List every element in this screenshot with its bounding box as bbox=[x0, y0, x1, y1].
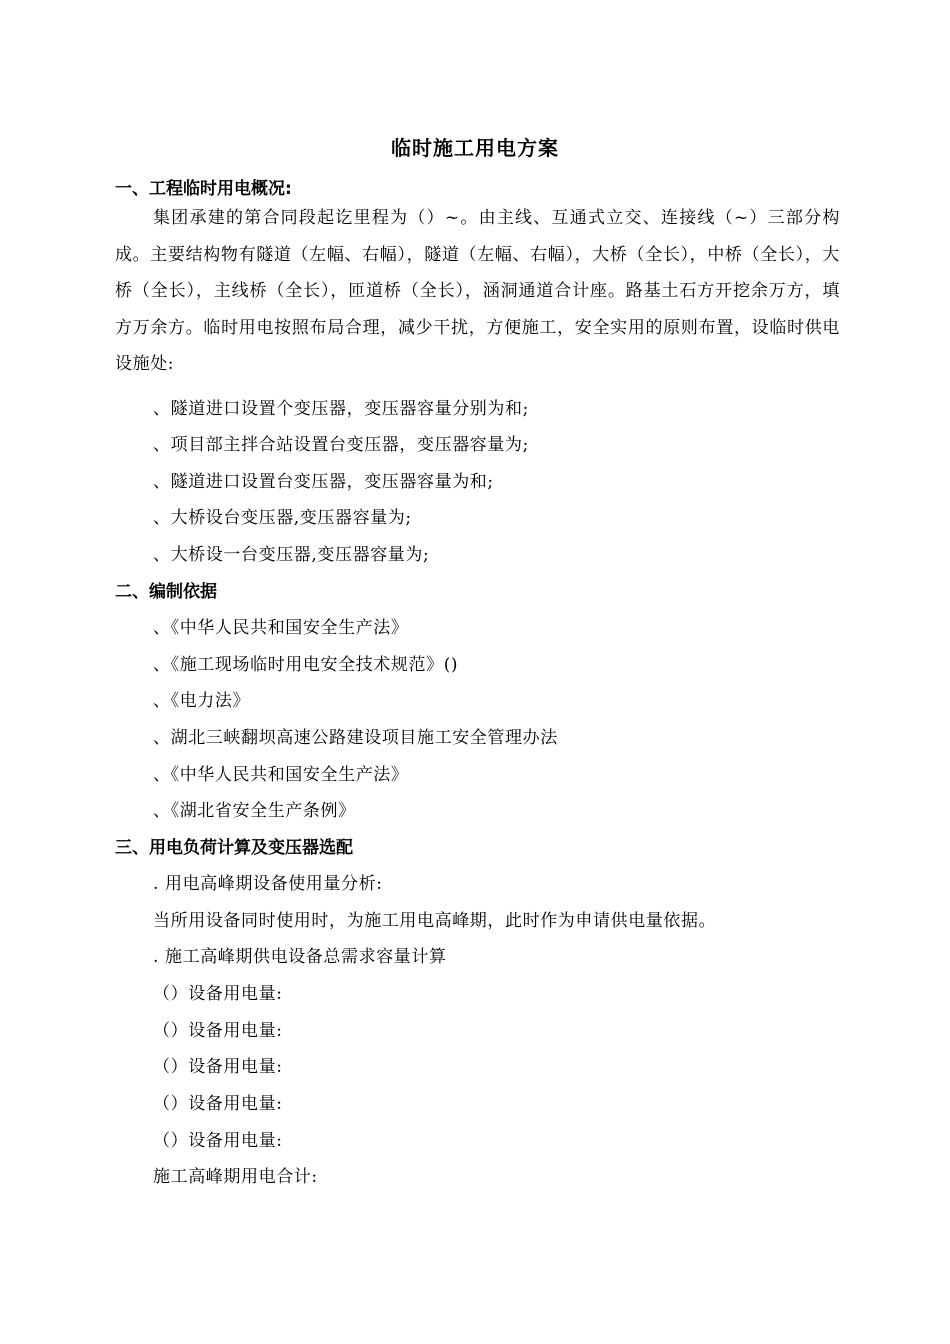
list-item: （）设备用电量: bbox=[153, 984, 283, 1004]
section-heading-overview: 一、工程临时用电概况: bbox=[115, 179, 292, 199]
section-paragraph-overview: 集团承建的第合同段起讫里程为（）~。由主线、互通式立交、连接线（~）三部分构成。主要结构物有隧道（左幅、右幅），隧道（左幅、右幅），大桥（全长），中桥（全长），大桥（全长），主线桥（全长），匝道桥（全长），涵洞通道合计座。路基土石方开挖余万方，填方万余方。临时用电按照布局合理，减少干扰，方便施工，安全实用的原则布置，设临时供电设施处: bbox=[115, 208, 840, 375]
list-item: 、隧道进口设置台变压器，变压器容量为和; bbox=[153, 472, 494, 492]
list-item: 、大桥设一台变压器,变压器容量为; bbox=[153, 545, 430, 565]
list-item: 当所用设备同时使用时，为施工用电高峰期，此时作为申请供电量依据。 bbox=[153, 911, 717, 931]
list-item: （）设备用电量: bbox=[153, 1131, 283, 1151]
list-item: （）设备用电量: bbox=[153, 1094, 283, 1114]
list-item: 、《施工现场临时用电安全技术规范》() bbox=[153, 655, 459, 675]
list-item: 、湖北三峡翻坝高速公路建设项目施工安全管理办法 bbox=[153, 728, 558, 748]
section-heading-basis: 二、编制依据 bbox=[115, 582, 217, 602]
list-item: 、《电力法》 bbox=[153, 691, 251, 711]
document-title: 临时施工用电方案 bbox=[391, 136, 559, 160]
list-item: 、《湖北省安全生产条例》 bbox=[153, 801, 356, 821]
list-item: 施工高峰期用电合计: bbox=[153, 1167, 318, 1187]
list-item: 、大桥设台变压器,变压器容量为; bbox=[153, 508, 412, 528]
list-item: . 施工高峰期供电设备总需求容量计算 bbox=[153, 947, 447, 967]
list-item: 、《中华人民共和国安全生产法》 bbox=[153, 618, 409, 638]
list-item: . 用电高峰期设备使用量分析: bbox=[153, 874, 383, 894]
list-item: （）设备用电量: bbox=[153, 1057, 283, 1077]
list-item: （）设备用电量: bbox=[153, 1021, 283, 1041]
list-item: 、项目部主拌合站设置台变压器，变压器容量为; bbox=[153, 435, 529, 455]
section-heading-load-calculation: 三、用电负荷计算及变压器选配 bbox=[115, 838, 353, 858]
list-item: 、《中华人民共和国安全生产法》 bbox=[153, 765, 409, 785]
list-item: 、隧道进口设置个变压器，变压器容量分别为和; bbox=[153, 399, 529, 419]
